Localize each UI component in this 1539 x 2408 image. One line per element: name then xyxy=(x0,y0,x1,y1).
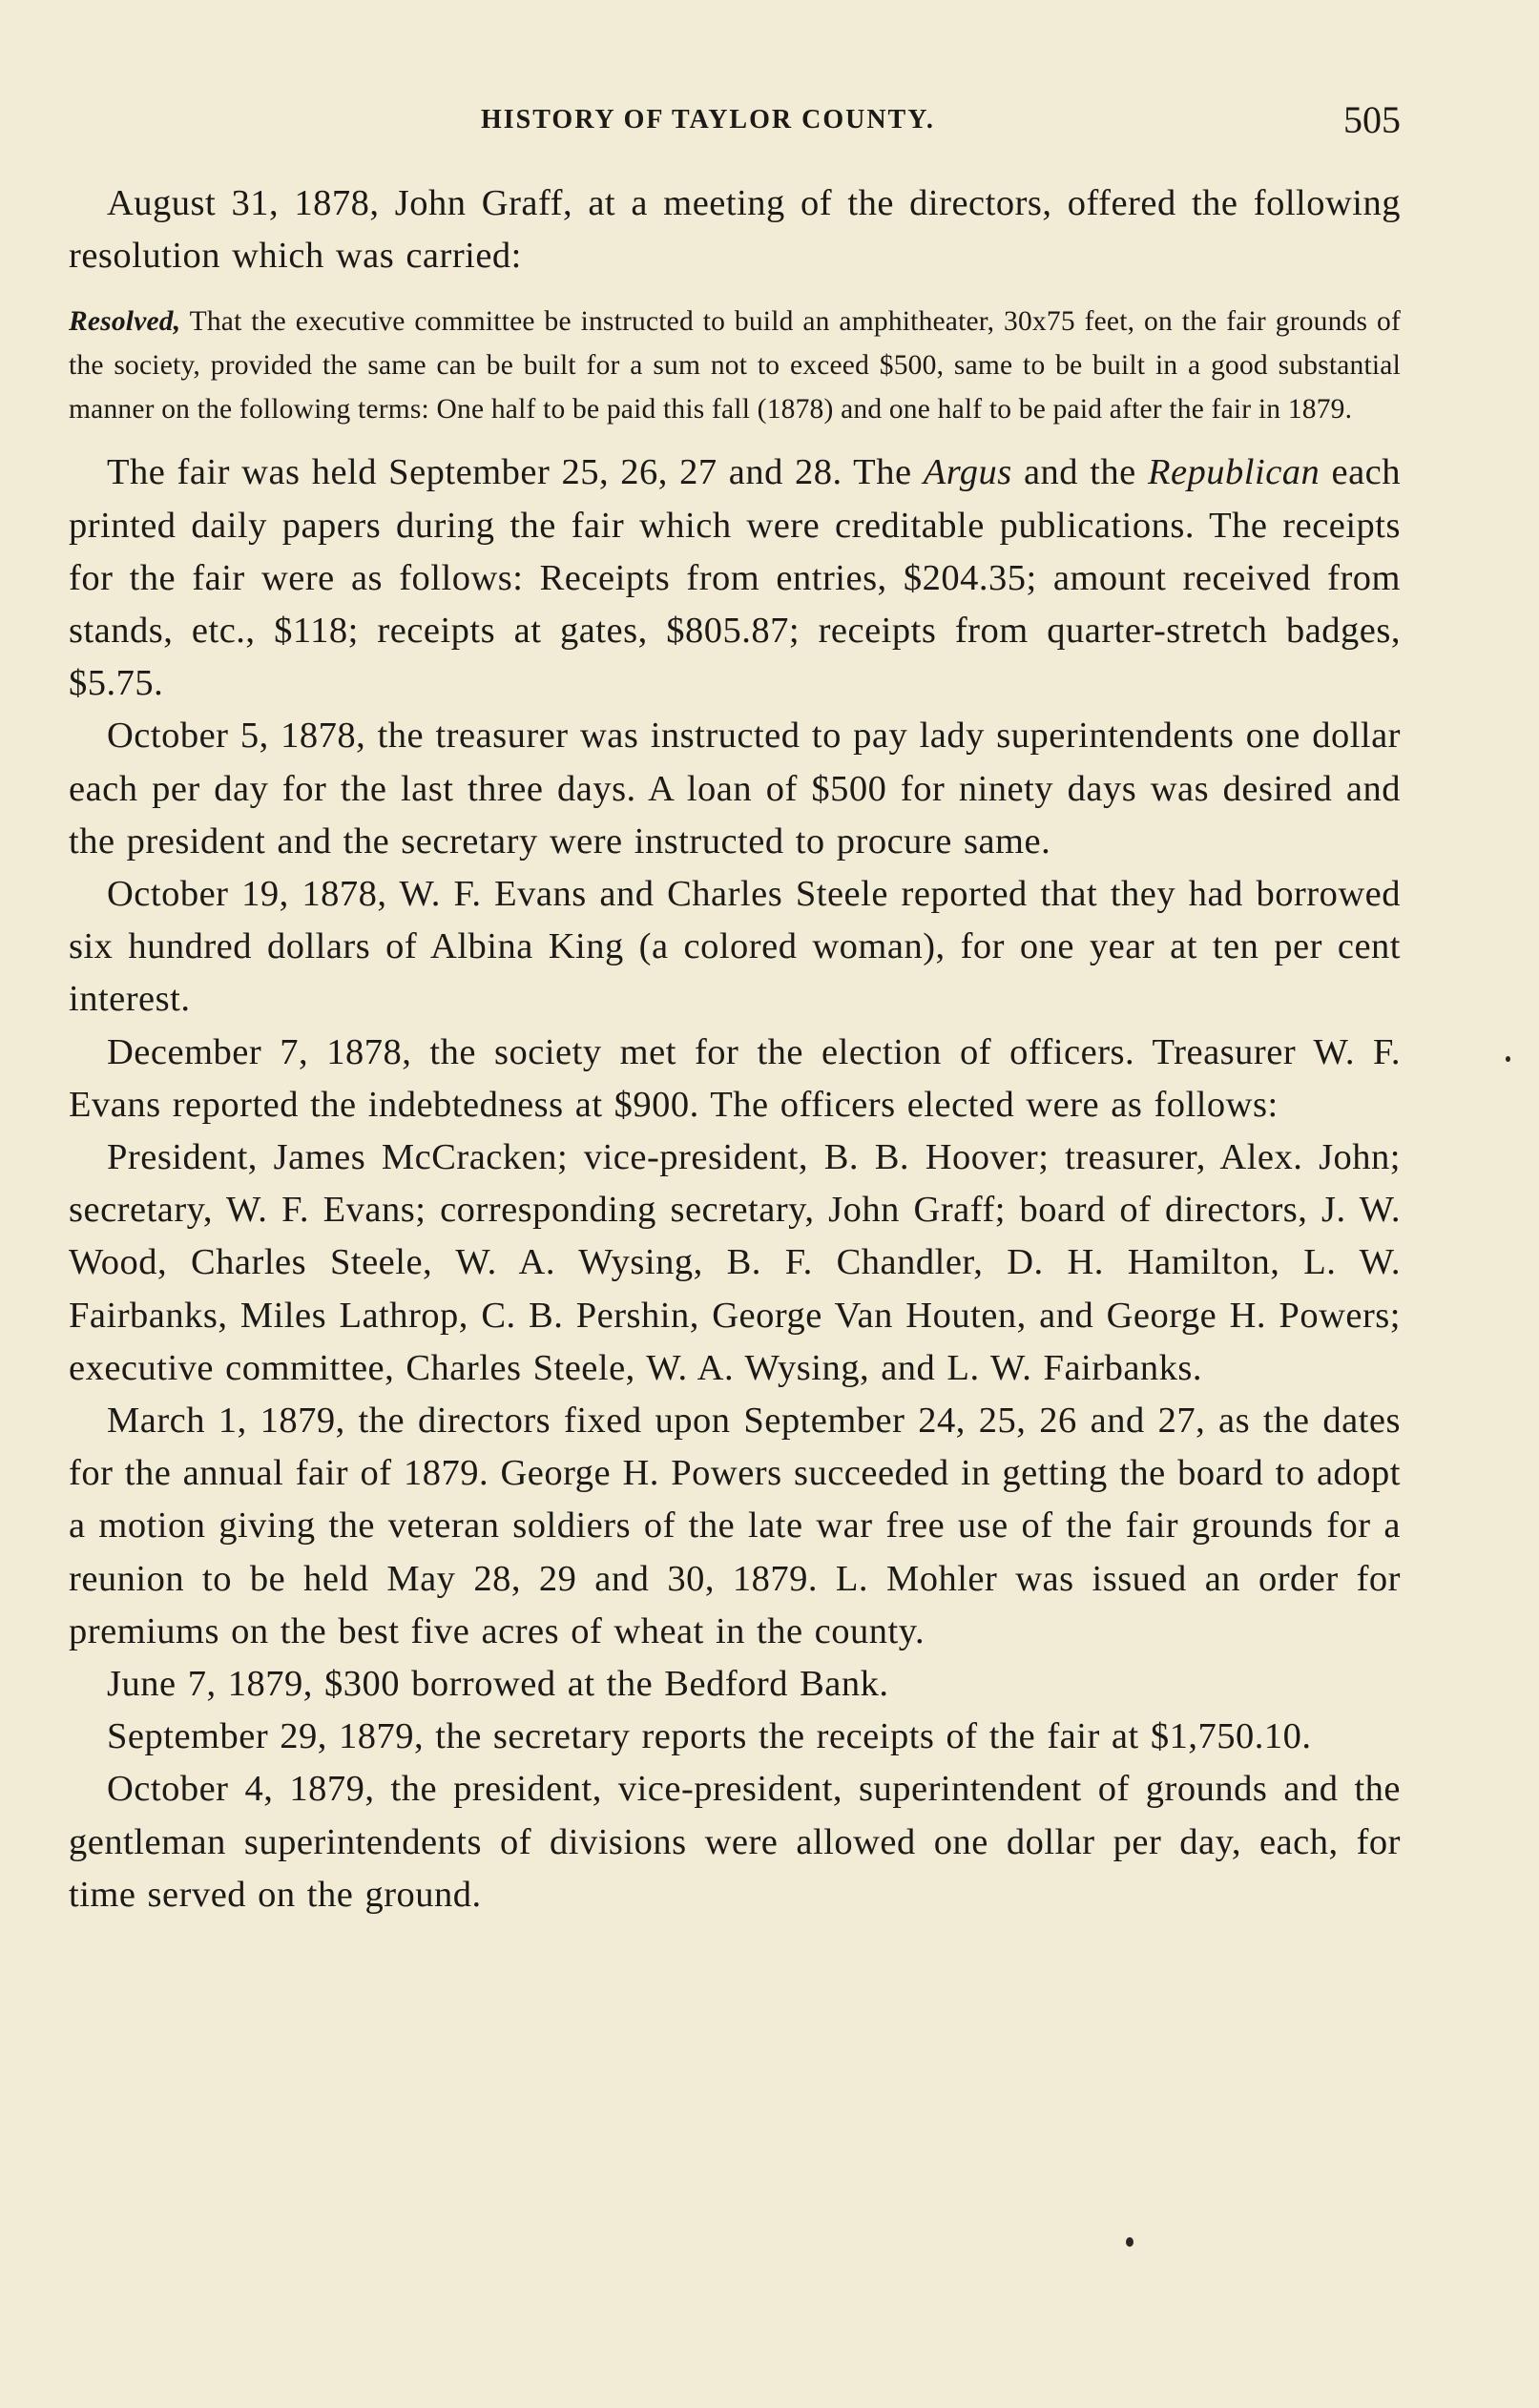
resolution-text: That the executive committee be instructed to build an amphitheater, 30x75 feet, on the fair grounds of the society, provided the same can be built for a sum not to exceed $500, same to be built in a good substantial manner on the following terms: One half to be paid this fall (1878) and one half to be paid after the fair in 1879. xyxy=(69,306,1401,426)
paragraph-october-5: October 5, 1878, the treasurer was instructed to pay lady superintendents one dollar each per day for the last three days. A loan of $500 for ninety days was desired and the president and the secretary were instructed to procure same. xyxy=(69,716,1401,861)
paragraph-officers-list: President, James McCracken; vice-president, B. B. Hoover; treasurer, Alex. John; secretary, W. F. Evans; corresponding secretary, John Graff; board of directors, J. W. Wood, Charles Steele, W. A. Wysing, B. F. Chandler, D. H. Hamilton, L. W. Fairbanks, Miles Lathrop, C. B. Pershin, George Van Houten, and George H. Powers; executive committee, Charles Steele, W. A. Wysing, and L. W. Fairbanks. xyxy=(69,1137,1401,1388)
newspaper-republican: Republican xyxy=(1147,452,1321,493)
running-title: HISTORY OF TAYLOR COUNTY. xyxy=(481,105,935,135)
fair-text-2: and the xyxy=(1011,452,1148,493)
fair-text-3: each printed daily papers during the fair which were creditable publications. The receipts for the fair were as follows: Receipts from entries, $204.35; amount received from stands, etc., $118; receipts at gates, $805.87; receipts from quarter-stretch badges, $5.75. xyxy=(69,452,1401,704)
ink-speck xyxy=(1506,1056,1510,1062)
paragraph-march-1: March 1, 1879, the directors fixed upon September 24, 25, 26 and 27, as the dates for the annual fair of 1879. George H. Powers succeeded in getting the board to adopt a motion giving the veteran soldiers of the late war free use of the fair grounds for a reunion to be held May 28, 29 and 30, 1879. L. Mohler was issued an order for premiums on the best five acres of wheat in the county. xyxy=(69,1401,1401,1651)
resolution-block xyxy=(69,300,1401,431)
paragraph-june-7: June 7, 1879, $300 borrowed at the Bedford Bank. xyxy=(107,1664,889,1705)
page-number: 505 xyxy=(1343,98,1401,141)
paragraph-september-29: September 29, 1879, the secretary reports the receipts of the fair at $1,750.10. xyxy=(107,1716,1312,1757)
paragraph-fair-held xyxy=(69,446,1401,710)
paragraph-december-7: December 7, 1878, the society met for the election of officers. Treasurer W. F. Evans reported the indebtedness at $900. The officers elected were as follows: xyxy=(69,1031,1401,1125)
paragraph-october-19: October 19, 1878, W. F. Evans and Charles Steele reported that they had borrowed six hundred dollars of Albina King (a colored woman), for one year at ten per cent interest. xyxy=(69,874,1401,1020)
running-header xyxy=(69,95,1401,149)
paragraph-august-31: August 31, 1878, John Graff, at a meeting of the directors, offered the following resolution which was carried: xyxy=(69,183,1401,277)
newspaper-argus: Argus xyxy=(923,452,1012,493)
resolution-lead: Resolved, xyxy=(69,306,181,338)
ink-speck xyxy=(1126,2237,1133,2247)
fair-text-1: The fair was held September 25, 26, 27 and 28. The xyxy=(107,452,924,493)
paragraph-october-4: October 4, 1879, the president, vice-president, superintendent of grounds and the gentleman superintendents of divisions were allowed one dollar per day, each, for time served on the ground. xyxy=(69,1769,1401,1915)
document-page xyxy=(69,95,1401,1921)
